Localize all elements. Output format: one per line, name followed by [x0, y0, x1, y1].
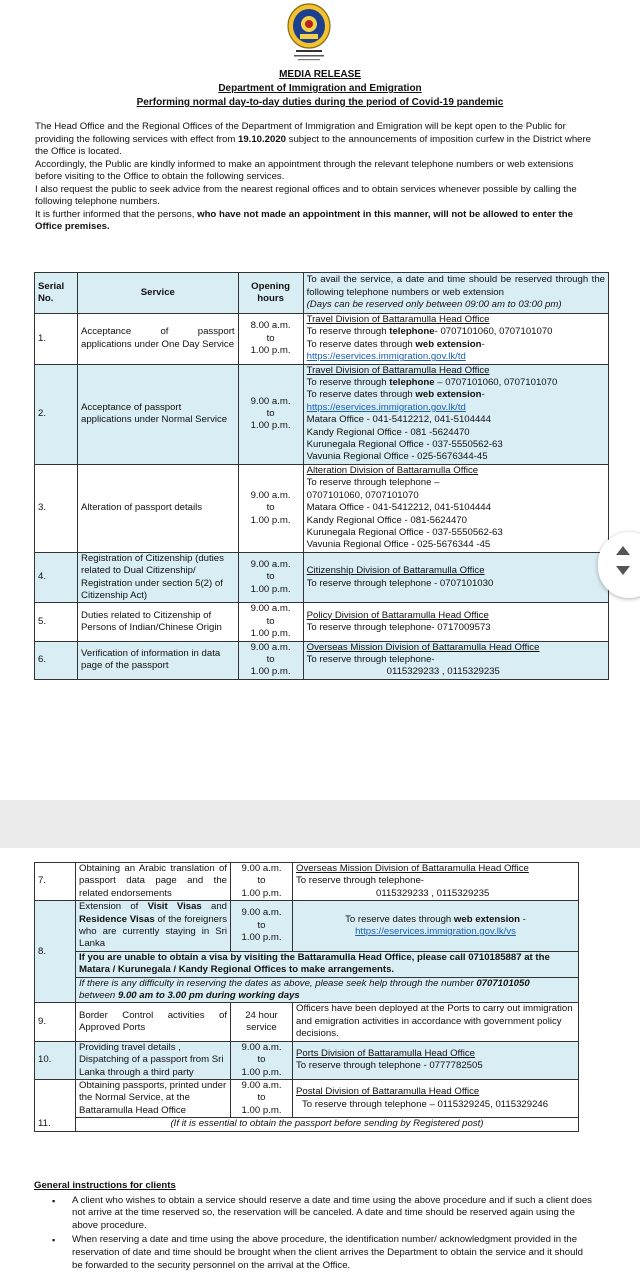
media-release-label: MEDIA RELEASE [279, 69, 361, 80]
general-instructions-title: General instructions for clients [34, 1180, 176, 1191]
table-row: 3. Alteration of passport details 9.00 a.m. to 1.00 p.m. Alteration Division of Battaramulla Office To reserve through telephone – 0707101060, 0707101070 Matara Office - 041-5412212, 041-5104444 Kandy Regional Office - 081-5624470 Kurunegala Regional Office - 037-5550562-63 Vavunia Regional Office - 025-5676344 -45 [35, 464, 609, 552]
table-row: (If it is essential to obtain the passport before sending by Registered post) [35, 1118, 579, 1131]
list-item: ▪ When reserving a date and time using the above procedure, the identification number/ acknowledgment provided in the reservation of date and time should be brought when the client arrives the Department to obtain the service and it should be forwarded to the security personnel on the arrival at the Office. [72, 1234, 594, 1272]
table-row: 8. Extension of Visit Visas and Residence Visas of the foreigners who are currently staying in Sri Lanka 9.00 a.m. to 1.00 p.m. To reserve dates through web extension - https://eservices.immigration.gov.lk/vs [35, 901, 579, 952]
travel-division-link[interactable]: https://eservices.immigration.gov.lk/td [306, 351, 466, 363]
department-title: Department of Immigration and Emigration [218, 83, 422, 94]
services-table [34, 272, 609, 680]
page-separator [0, 800, 640, 848]
general-instructions-list [34, 1195, 594, 1273]
scroll-up-icon[interactable] [616, 546, 630, 555]
intro-text: The Head Office and the Regional Offices of the Department of Immigration and Emigration will be kept open to the Public for providing the following services with effect from 19.10.2020 subject to the announcements of imposition curfew in the District where the Office is located. Accordingly, the Public are kindly informed to make an appointment through the relevant telephone numbers or web extensions before visiting to the Office to obtain the following services. I also request the public to seek advice from the nearest regional offices and to obtain services whenever possible by calling the following telephone numbers. It is further informed that the persons, who have not made an appointment in this manner, will not be allowed to enter the Office premises. [35, 121, 592, 232]
table-row: If there is any difficulty in reserving the dates as above, please seek help through the number 0707101050 between 9.00 am to 3.00 pm during working days [35, 977, 579, 1003]
general-instructions [34, 1180, 594, 1274]
list-item: ▪ A client who wishes to obtain a service should reserve a date and time using the above procedure and if such a client does not arrive at the time reserved so, the reservation will be canceled. A date and time should be reserved again using the above procedure. [72, 1195, 594, 1233]
table-row: 1. Acceptance of passport applications under One Day Service 8.00 a.m. to 1.00 p.m. Travel Division of Battaramulla Head Office To reserve through telephone- 0707101060, 0707101070 To reserve dates through web extension- https://eservices.immigration.gov.lk/td [35, 314, 609, 365]
table-row: If you are unable to obtain a visa by visiting the Battaramulla Head Office, please call 0710185887 at the Matara / Kurunegala / Kandy Regional Offices to make arrangements. [35, 951, 579, 977]
table-row: 4. Registration of Citizenship (duties related to Dual Citizenship/ Registration under section 5(2) of Citizenship Act) 9.00 a.m. to 1.00 p.m. Citizenship Division of Battaramulla Office To reserve through telephone - 0707101030 [35, 552, 609, 603]
table-row: 6. Verification of information in data page of the passport 9.00 a.m. to 1.00 p.m. Overseas Mission Division of Battaramulla Head Office To reserve through telephone- 0115329233 , 0115329235 [35, 641, 609, 679]
department-emblem-icon [286, 2, 332, 64]
scroll-down-icon[interactable] [616, 566, 630, 575]
table-row: 2. Acceptance of passport applications under Normal Service 9.00 a.m. to 1.00 p.m. Travel Division of Battaramulla Head Office To reserve through telephone – 0707101060, 0707101070 To reserve dates through web extension- https://eservices.immigration.gov.lk/td Matara Office - 041-5412212, 041-5104444 Kandy Regional Office - 081 -5624470 Kurunegala Regional Office - 037-5550562-63 Vavunia Regional Office - 025-5676344-45 [35, 364, 609, 464]
table-row: 10. Providing travel details , Dispatching of a passport from Sri Lanka through a third party 9.00 a.m. to 1.00 p.m. Ports Division of Battaramulla Head Office To reserve through telephone - 0777782505 [35, 1041, 579, 1079]
table-row: 5. Duties related to Citizenship of Persons of Indian/Chinese Origin 9.00 a.m. to 1.00 p.m. Policy Division of Battaramulla Head Office To reserve through telephone- 0717009573 [35, 603, 609, 641]
services-table-continued [34, 862, 579, 1132]
document-page-2 [0, 848, 640, 1280]
table-row: 11. Obtaining passports, printed under the Normal Service, at the Battaramulla Head Office 9.00 a.m. to 1.00 p.m. Postal Division of Battaramulla Head Office To reserve through telephone – 0115329245, 0115329246 [35, 1079, 579, 1117]
table-row: 7. Obtaining an Arabic translation of passport data page and the related endorsements 9.00 a.m. to 1.00 p.m. Overseas Mission Division of Battaramulla Head Office To reserve through telephone- 0115329233 , 0115329235 [35, 863, 579, 901]
table-row: 9. Border Control activities of Approved Ports 24 hour service Officers have been deployed at the Ports to carry out immigration and emigration activities in accordance with government policy decisions. [35, 1003, 579, 1041]
release-subtitle: Performing normal day-to-day duties during the period of Covid-19 pandemic [136, 97, 504, 108]
travel-division-link[interactable]: https://eservices.immigration.gov.lk/td [306, 401, 466, 413]
visa-extension-link[interactable]: https://eservices.immigration.gov.lk/vs [355, 926, 516, 938]
table-header-row: Serial No. Service Opening hours To avail the service, a date and time should be reserved through the following telephone numbers or web extension (Days can be reserved only between 09:00 am to 03:00 pm) [35, 273, 609, 314]
